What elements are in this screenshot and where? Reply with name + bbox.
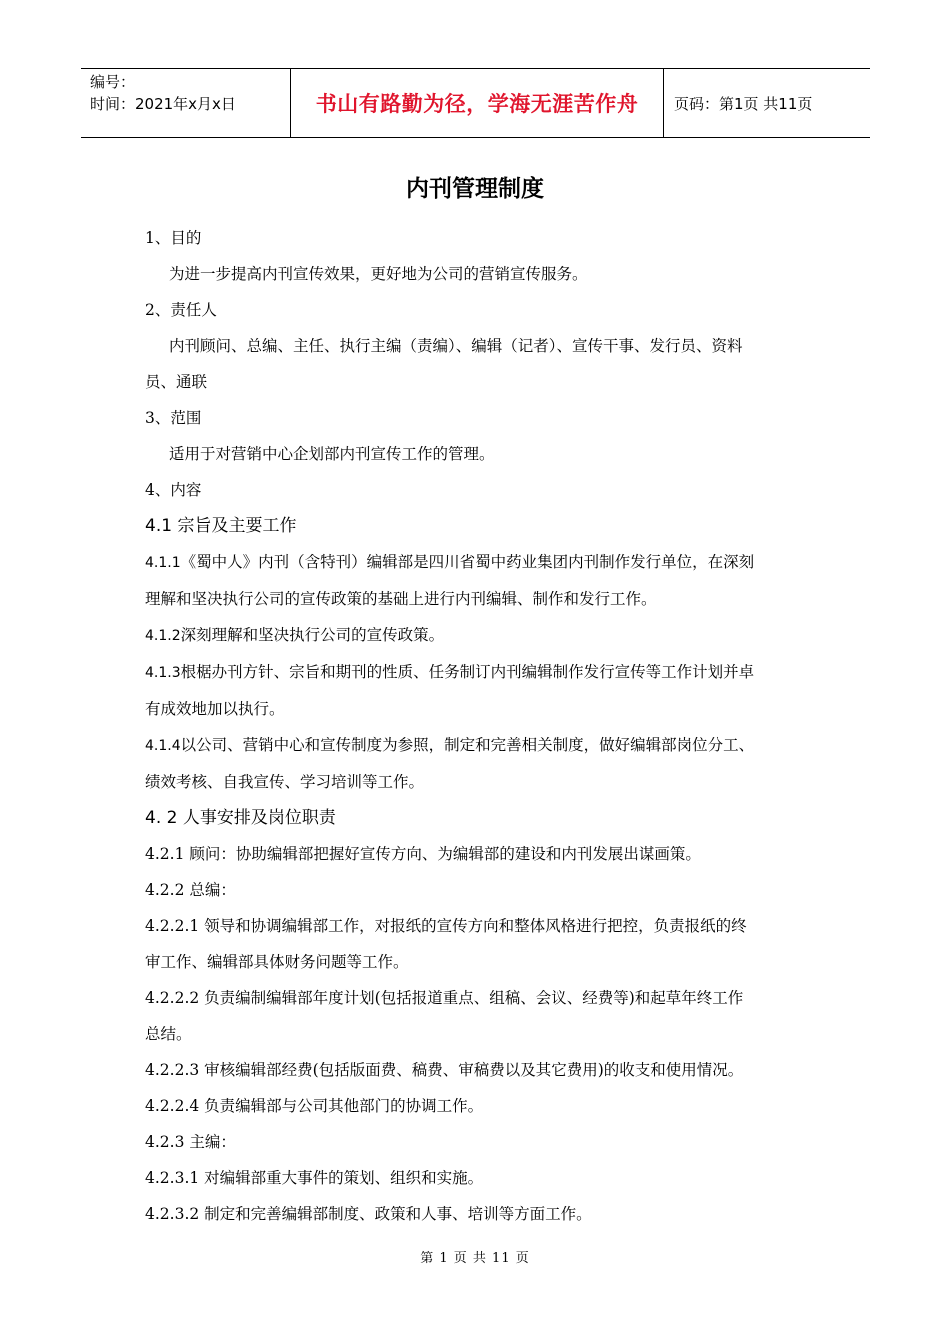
- section-2-body-line-1: 内刊顾问、总编、主任、执行主编（责编）、编辑（记者）、宣传干事、发行员、资料: [169, 337, 743, 355]
- paragraph-4-2-1: 4.2.1 顾问：协助编辑部把握好宣传方向、为编辑部的建设和内刊发展出谋画策。: [145, 845, 701, 863]
- paragraph-4-2-2-4: 4.2.2.4 负责编辑部与公司其他部门的协调工作。: [145, 1097, 484, 1115]
- paragraph-4-2-2-2-line-1: 4.2.2.2 负责编制编辑部年度计划(包括报道重点、组稿、会议、经费等)和起草年终工作: [145, 989, 744, 1007]
- paragraph-4-2-3-1: 4.2.3.1 对编辑部重大事件的策划、组织和实施。: [145, 1169, 484, 1187]
- paragraph-4-1-2: [145, 617, 815, 654]
- paragraph-text: 深刻理解和坚决执行公司的宣传政策。: [180, 626, 445, 644]
- paragraph-4-2-3-2: 4.2.3.2 制定和完善编辑部制度、政策和人事、培训等方面工作。: [145, 1205, 592, 1223]
- paragraph-4-2-2-1-line-2: 审工作、编辑部具体财务问题等工作。: [145, 953, 409, 971]
- paragraph-4-2-2-1-line-1: 4.2.2.1 领导和协调编辑部工作，对报纸的宣传方向和整体风格进行把控，负责报纸的终: [145, 917, 747, 935]
- paragraph-4-2-2: 4.2.2 总编：: [145, 881, 236, 899]
- header-table: [81, 68, 870, 138]
- paragraph-number: 4.1.1: [145, 555, 181, 571]
- paragraph-4-1-1-line-2: 理解和坚决执行公司的宣传政策的基础上进行内刊编辑、制作和发行工作。: [145, 590, 657, 608]
- paragraph-number: 4.1.3: [145, 665, 181, 681]
- paragraph-4-1-3-line-1: [145, 654, 815, 691]
- document-title: 内刊管理制度: [406, 176, 544, 202]
- header-page-info: 页码：第1页 共11页: [674, 94, 813, 113]
- section-2-body-line-2: 员、通联: [145, 373, 208, 391]
- paragraph-text: 根椐办刊方针、宗旨和期刊的性质、任务制订内刊编辑制作发行宣传等工作计划并卓: [180, 663, 755, 681]
- header-motto-cell: [290, 69, 664, 137]
- paragraph-text: 以公司、营销中心和宣传制度为参照，制定和完善相关制度，做好编辑部岗位分工、: [180, 736, 755, 754]
- section-3-body: 适用于对营销中心企划部内刊宣传工作的管理。: [169, 445, 495, 463]
- section-3-heading: 3、范围: [145, 409, 202, 427]
- paragraph-4-1-4-line-1: [145, 727, 815, 764]
- paragraph-4-2-3: 4.2.3 主编：: [145, 1133, 236, 1151]
- section-4-1-heading: 4.1 宗旨及主要工作: [145, 516, 297, 536]
- section-4-heading: 4、内容: [145, 481, 202, 499]
- paragraph-4-2-2-2-line-2: 总结。: [145, 1025, 192, 1043]
- document-body: [145, 220, 815, 1232]
- paragraph-4-1-3-line-2: 有成效地加以执行。: [145, 700, 285, 718]
- section-1-body: 为进一步提高内刊宣传效果，更好地为公司的营销宣传服务。: [169, 265, 588, 283]
- section-1-heading: 1、目的: [145, 229, 202, 247]
- paragraph-number: 4.1.4: [145, 738, 181, 754]
- paragraph-4-1-1-line-1: [145, 544, 815, 581]
- paragraph-4-1-4-line-2: 绩效考核、自我宣传、学习培训等工作。: [145, 773, 425, 791]
- paragraph-number: 4.1.2: [145, 628, 181, 644]
- section-2-heading: 2、责任人: [145, 301, 217, 319]
- header-motto: 书山有路勤为径，学海无涯苦作舟: [315, 92, 639, 116]
- header-meta: [81, 69, 290, 137]
- date-text: 时间：2021年x月x日: [90, 95, 236, 113]
- paragraph-4-2-2-3: 4.2.2.3 审核编辑部经费(包括版面费、稿费、审稿费以及其它费用)的收支和使用情况。: [145, 1061, 744, 1079]
- page-footer: 第 1 页 共 11 页: [420, 1251, 530, 1266]
- paragraph-text: 《蜀中人》内刊（含特刊）编辑部是四川省蜀中药业集团内刊制作发行单位，在深刻: [180, 553, 755, 571]
- section-4-2-heading: 4. 2 人事安排及岗位职责: [145, 808, 336, 828]
- code-label: 编号：: [90, 73, 136, 91]
